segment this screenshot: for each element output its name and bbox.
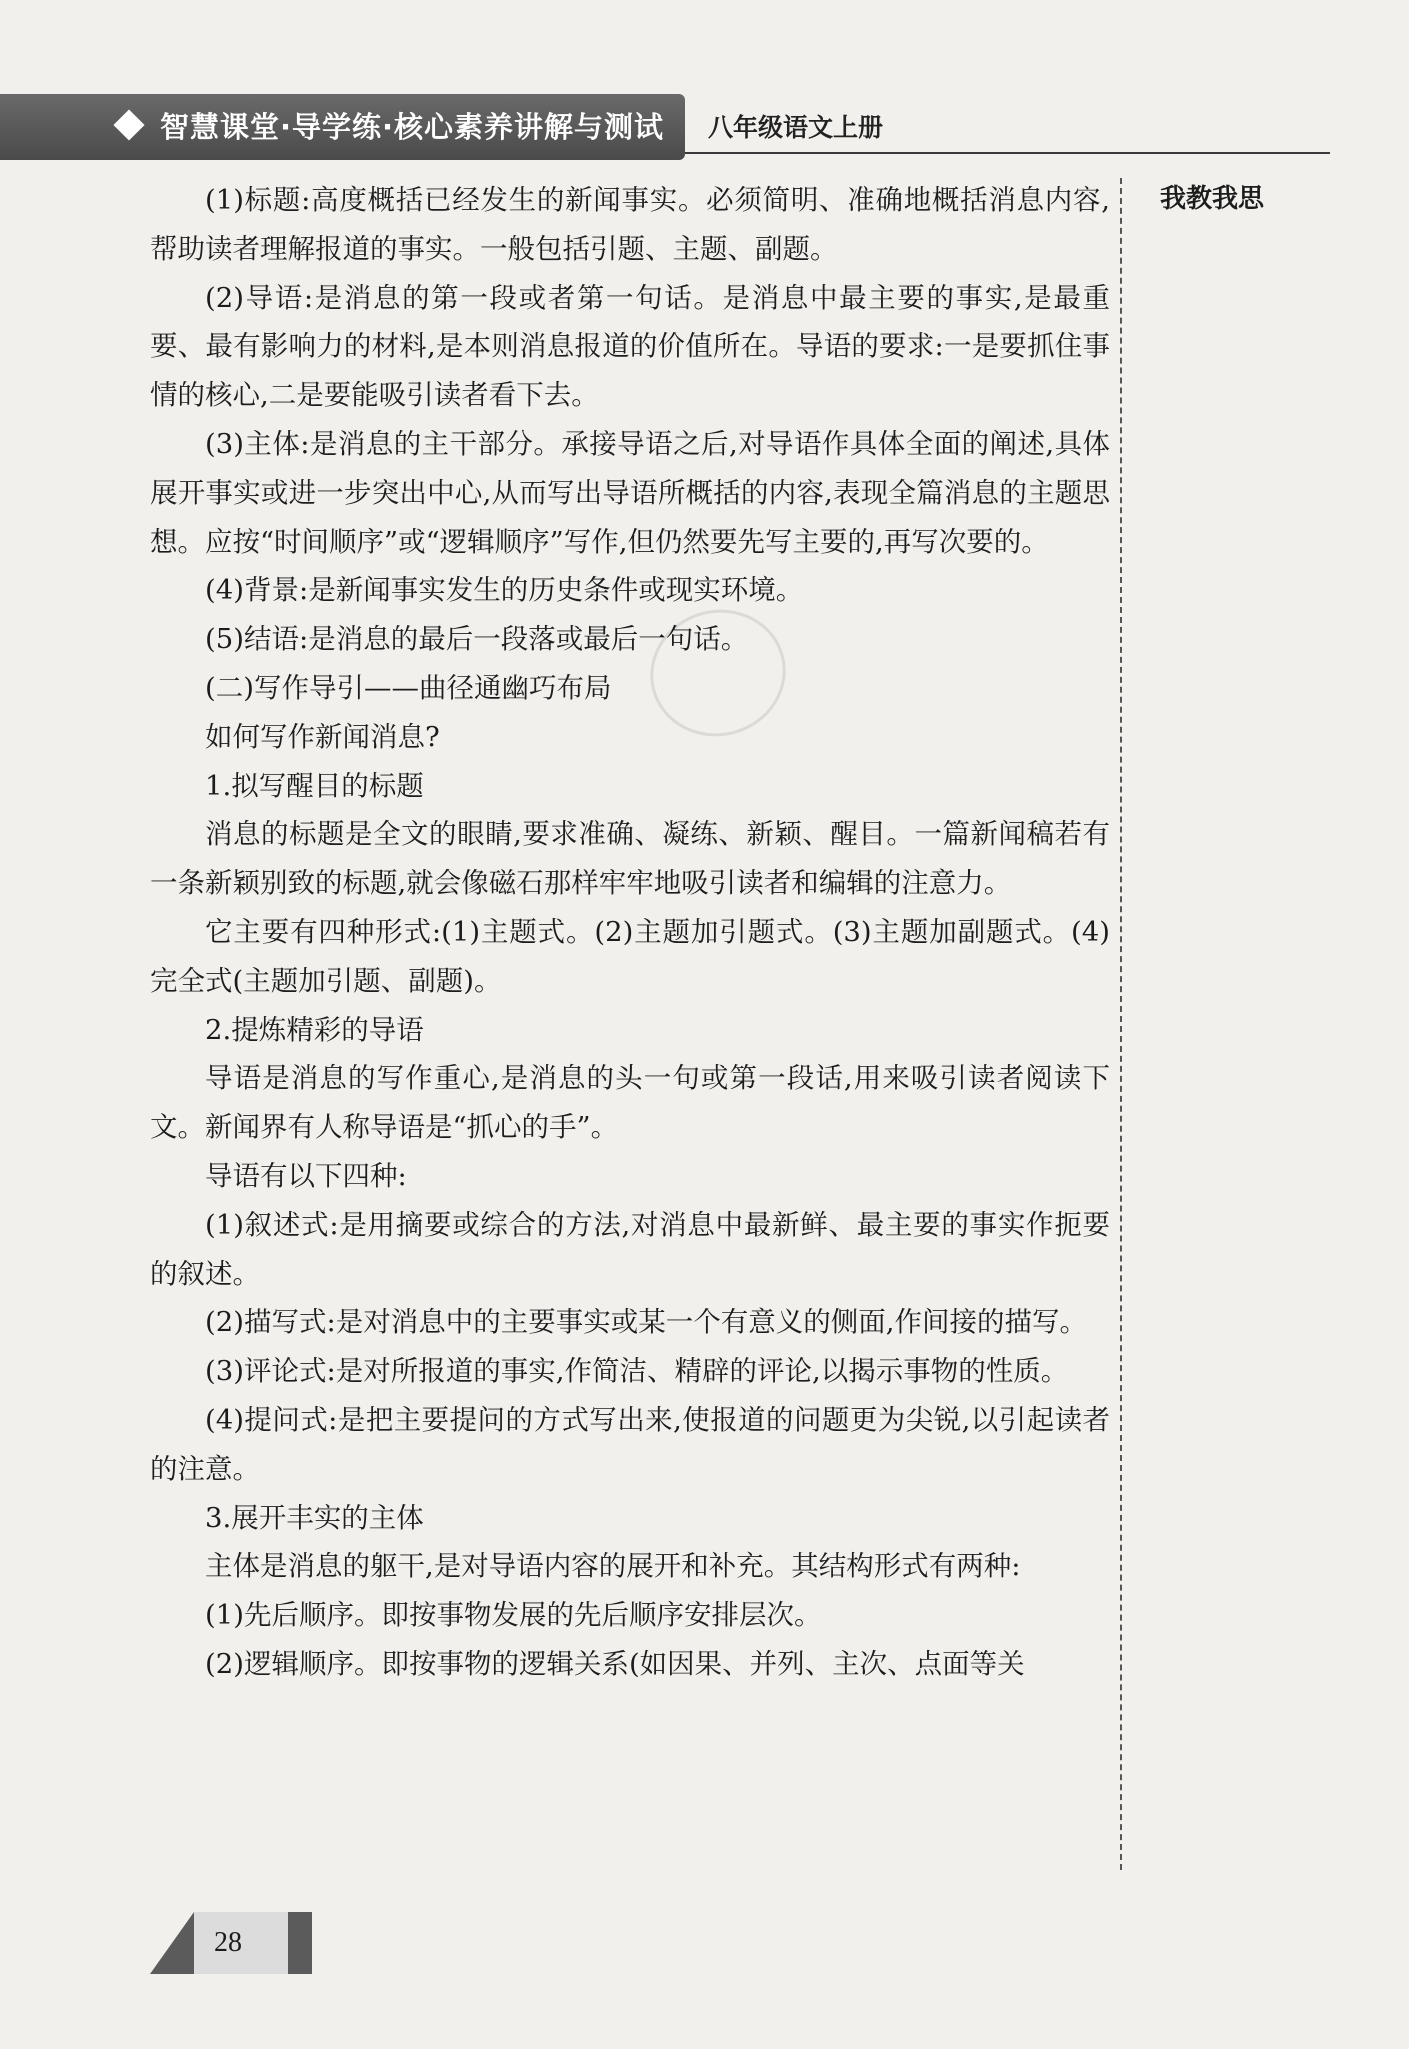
paragraph: 如何写作新闻消息? <box>205 720 440 753</box>
paragraph: (2)描写式:是对消息中的主要事实或某一个有意义的侧面,作间接的描写。 <box>205 1306 1087 1339</box>
paragraph: (2)导语:是消息的第一段或者第一句话。是消息中最主要的事实,是最重要、最有影响力的材料,是本则消息报道的价值所在。导语的要求:一是要抓住事情的核心,二是要能吸引读者看下去。 <box>150 281 1110 412</box>
paragraph: (二)写作导引——曲径通幽巧布局 <box>205 671 612 704</box>
paragraph: (4)提问式:是把主要提问的方式写出来,使报道的问题更为尖锐,以引起读者的注意。 <box>150 1403 1110 1485</box>
paragraph: 导语有以下四种: <box>205 1159 407 1192</box>
paragraph: 1.拟写醒目的标题 <box>205 769 424 802</box>
paragraph: 主体是消息的躯干,是对导语内容的展开和补充。其结构形式有两种: <box>205 1550 1021 1583</box>
paragraph: (1)标题:高度概括已经发生的新闻事实。必须简明、准确地概括消息内容,帮助读者理解报道的事实。一般包括引题、主题、副题。 <box>150 184 1110 265</box>
page-number: 28 <box>214 1927 242 1958</box>
paragraph: (1)先后顺序。即按事物发展的先后顺序安排层次。 <box>205 1599 822 1632</box>
sidebar-label: 我教我思 <box>1160 184 1265 214</box>
header-rule <box>685 152 1330 154</box>
column-divider <box>1120 178 1122 1870</box>
paragraph: (1)叙述式:是用摘要或综合的方法,对消息中最新鲜、最主要的事实作扼要的叙述。 <box>150 1208 1110 1290</box>
paragraph: (2)逻辑顺序。即按事物的逻辑关系(如因果、并列、主次、点面等关 <box>205 1647 1025 1680</box>
main-text <box>150 176 1110 1689</box>
paragraph: (3)评论式:是对所报道的事实,作简洁、精辟的评论,以揭示事物的性质。 <box>205 1355 1069 1388</box>
header-title: 智慧课堂·导学练·核心素养讲解与测试 <box>160 110 665 144</box>
paragraph: 它主要有四种形式:(1)主题式。(2)主题加引题式。(3)主题加副题式。(4)完全式(主题加引题、副题)。 <box>150 915 1110 997</box>
footer-bar <box>288 1912 312 1974</box>
paragraph: (4)背景:是新闻事实发生的历史条件或现实环境。 <box>205 574 804 607</box>
paragraph: 3.展开丰实的主体 <box>205 1501 424 1534</box>
paragraph: 导语是消息的写作重心,是消息的头一句或第一段话,用来吸引读者阅读下文。新闻界有人称导语是“抓心的手”。 <box>150 1062 1110 1144</box>
paragraph: 消息的标题是全文的眼睛,要求准确、凝练、新颖、醒目。一篇新闻稿若有一条新颖别致的标题,就会像磁石那样牢牢地吸引读者和编辑的注意力。 <box>150 818 1110 900</box>
footer-triangle <box>150 1912 194 1974</box>
paragraph: (5)结语:是消息的最后一段落或最后一句话。 <box>205 623 749 656</box>
paragraph: (3)主体:是消息的主干部分。承接导语之后,对导语作具体全面的阐述,具体展开事实或进一步突出中心,从而写出导语所概括的内容,表现全篇消息的主题思想。应按“时间顺序”或“逻辑顺序”写作,但仍然要先写主要的,再写次要的。 <box>150 427 1110 558</box>
paragraph: 2.提炼精彩的导语 <box>205 1013 424 1046</box>
book-title: 八年级语文上册 <box>708 113 884 142</box>
